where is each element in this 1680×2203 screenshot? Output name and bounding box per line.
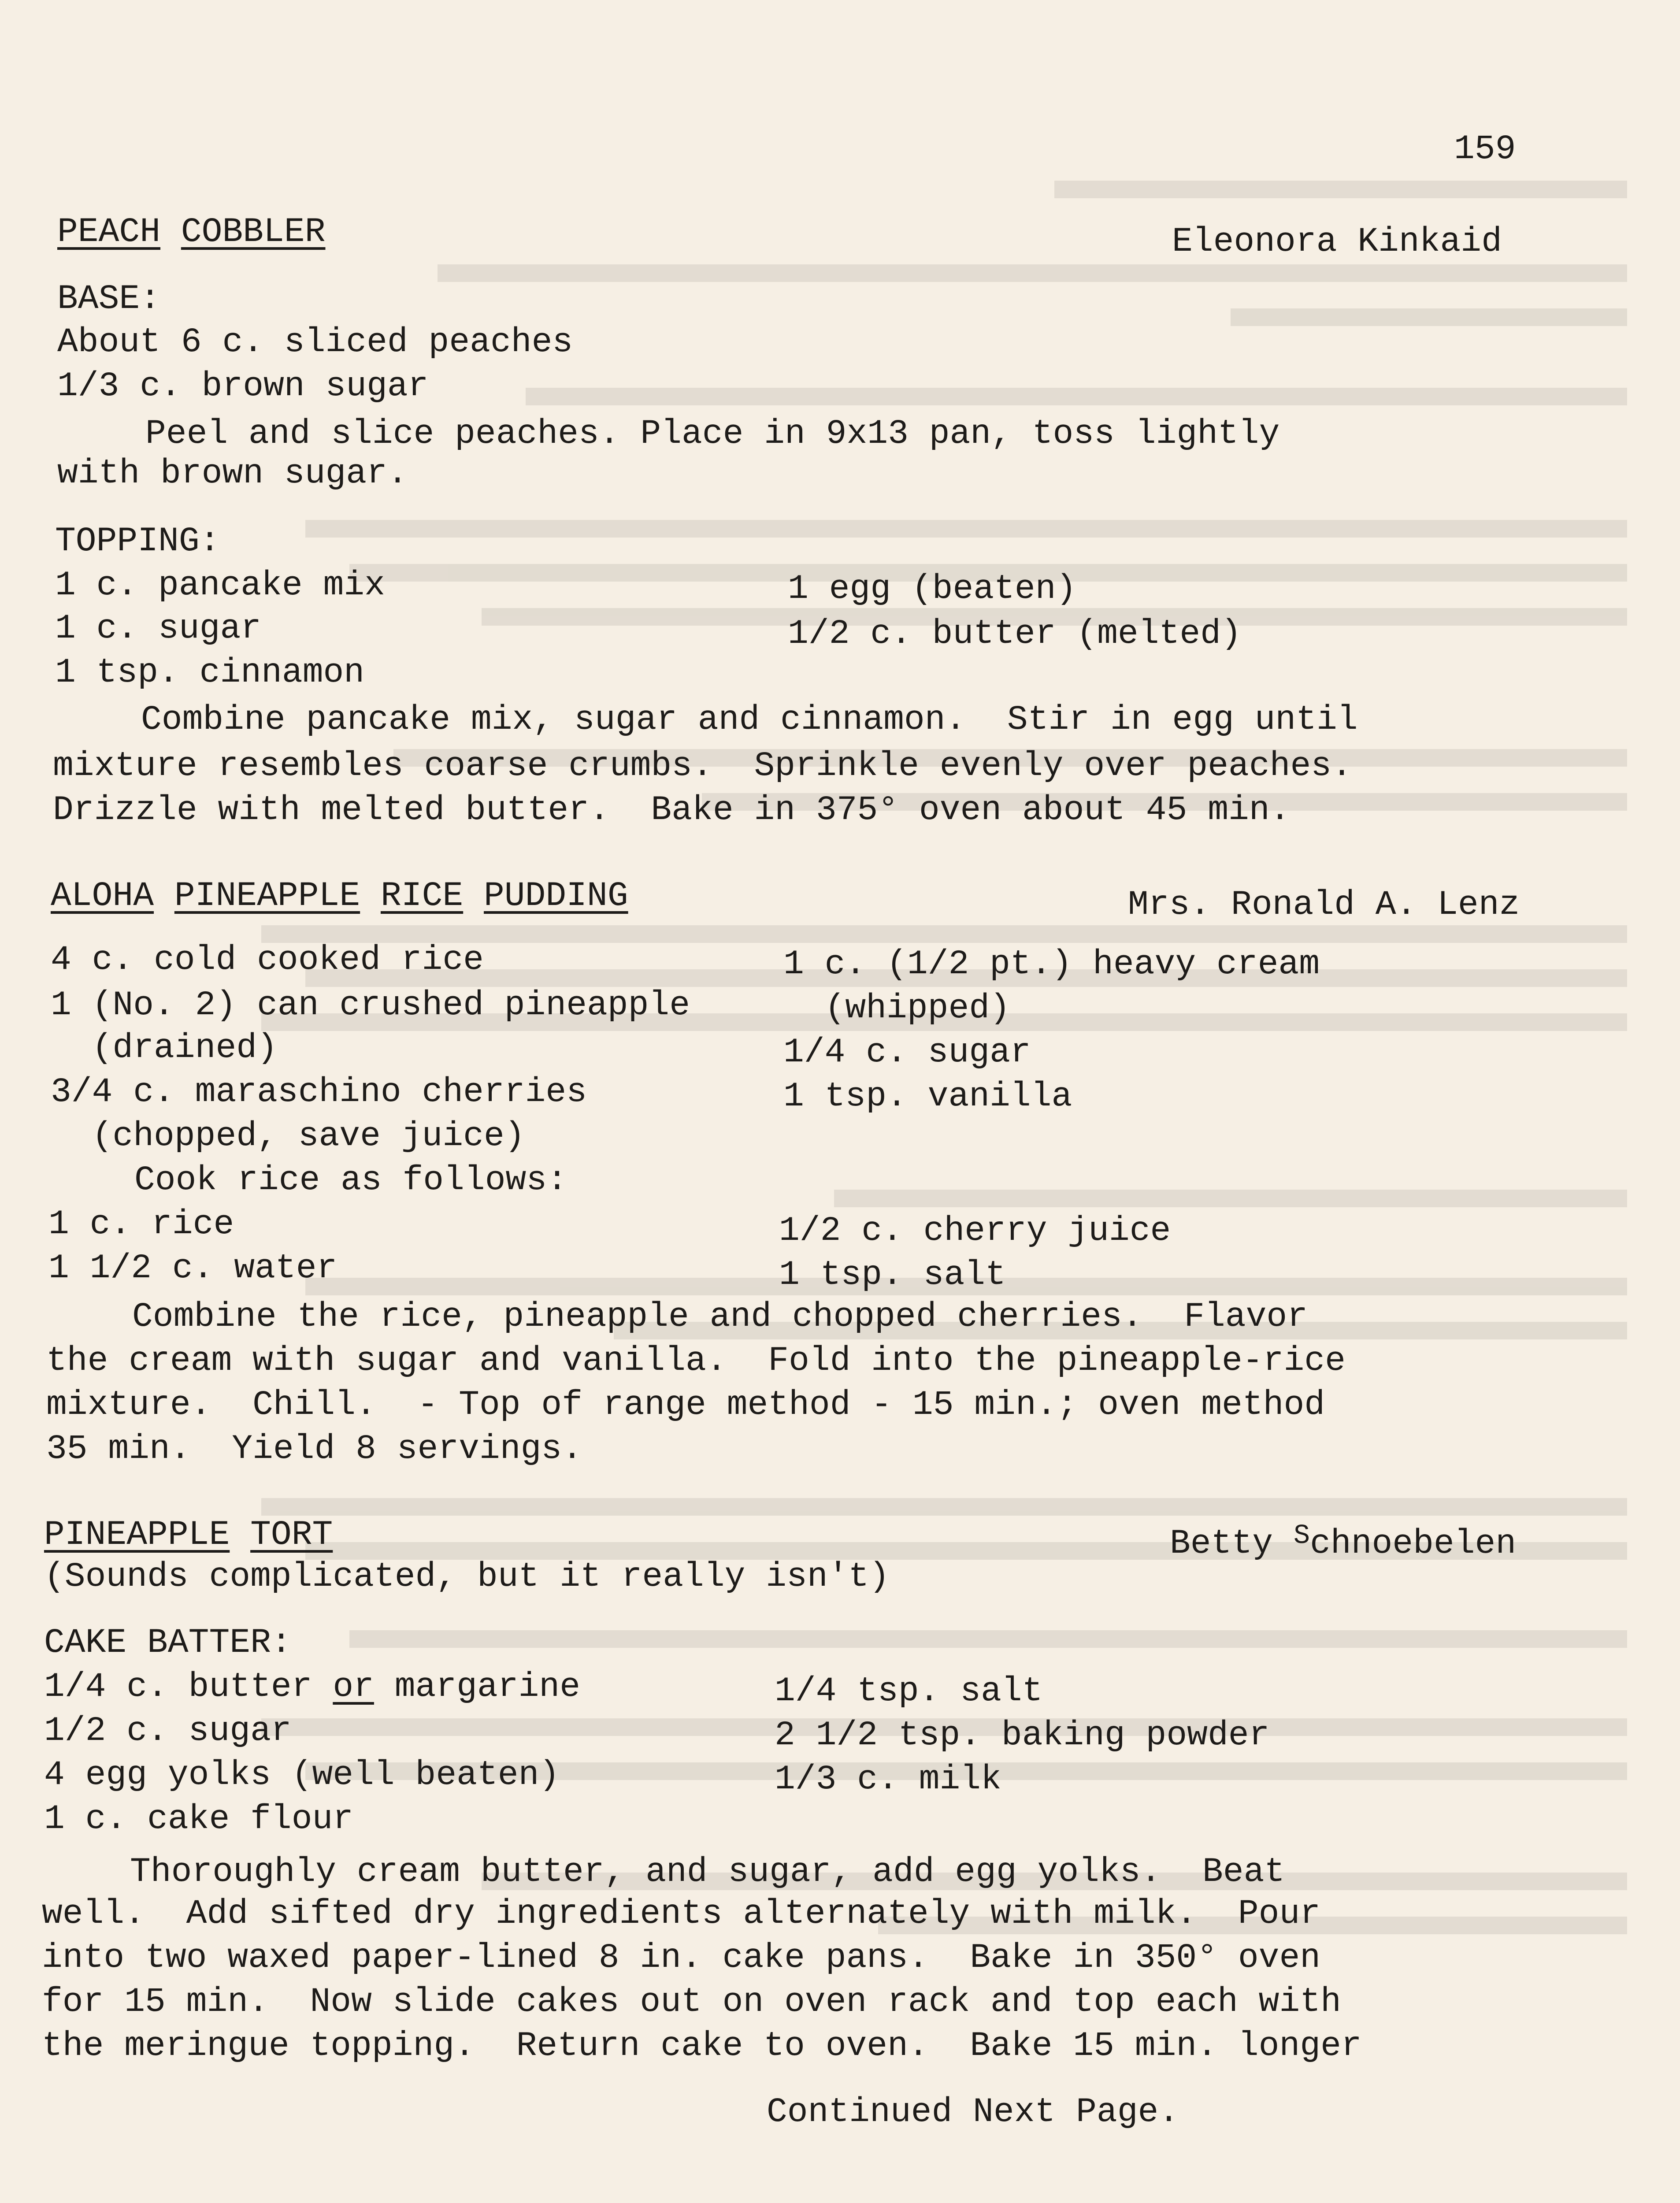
ingredient: 1 c. cake flour [44, 1800, 354, 1839]
page-number: 159 [1454, 130, 1516, 169]
direction-line: mixture resembles coarse crumbs. Sprinkle evenly over peaches. [53, 747, 1352, 786]
ingredient: 1 tsp. cinnamon [55, 653, 365, 692]
ingredient: About 6 c. sliced peaches [57, 323, 573, 362]
direction-line: for 15 min. Now slide cakes out on oven rack and top each with [42, 1983, 1341, 2021]
ingredient: 1 c. pancake mix [55, 566, 385, 605]
direction-line: with brown sugar. [57, 454, 408, 493]
title-word: PINEAPPLE [174, 877, 360, 916]
ingredient: 3/4 c. maraschino cherries [51, 1073, 587, 1112]
ingredient: 4 egg yolks (well beaten) [44, 1756, 560, 1795]
direction-line: Combine the rice, pineapple and chopped cherries. Flavor [132, 1298, 1308, 1336]
direction-line: into two waxed paper-lined 8 in. cake pans. Bake in 350° oven [42, 1939, 1321, 1977]
direction-line: the meringue topping. Return cake to oven. Bake 15 min. longer [42, 2027, 1362, 2066]
continued-footer: Continued Next Page. [767, 2093, 1179, 2132]
recipe-title [44, 1518, 333, 1552]
direction-line: Drizzle with melted butter. Bake in 375° oven about 45 min. [53, 791, 1291, 830]
ingredient: 1/4 tsp. salt [775, 1672, 1043, 1711]
recipe-title [57, 213, 326, 252]
direction-line: 35 min. Yield 8 servings. [46, 1430, 582, 1469]
ingredient: (drained) [51, 1029, 278, 1068]
ingredient: 1 egg (beaten) [788, 570, 1077, 608]
title-word: ALOHA [51, 877, 154, 916]
direction-line: Thoroughly cream butter, and sugar, add egg yolks. Beat [130, 1853, 1285, 1891]
ingredient: 1/4 c. sugar [783, 1033, 1031, 1072]
recipe-author: Mrs. Ronald A. Lenz [1128, 886, 1520, 924]
cook-note: Cook rice as follows: [134, 1161, 567, 1200]
title-word: PINEAPPLE [44, 1516, 230, 1554]
direction-line: mixture. Chill. - Top of range method - 15 min.; oven method [46, 1386, 1325, 1424]
section-label: CAKE BATTER: [44, 1624, 292, 1662]
ingredient: 1 tsp. salt [779, 1256, 1006, 1294]
ingredient: (chopped, save juice) [51, 1117, 525, 1156]
ingredient: 1/2 c. butter (melted) [788, 615, 1242, 653]
ingredient: (whipped) [783, 989, 1010, 1028]
ingredient: 1 (No. 2) can crushed pineapple [51, 986, 690, 1025]
title-word: TORT [250, 1516, 333, 1554]
ingredient: 1/2 c. cherry juice [779, 1212, 1171, 1250]
section-label: TOPPING: [55, 522, 220, 561]
direction-line: Peel and slice peaches. Place in 9x13 pan, toss lightly [145, 415, 1280, 453]
ingredient: 2 1/2 tsp. baking powder [775, 1716, 1270, 1755]
ingredient: 1 tsp. vanilla [783, 1077, 1072, 1116]
title-word: PUDDING [484, 877, 628, 916]
ingredient: 1/3 c. milk [775, 1760, 1001, 1799]
ingredient: 1/4 c. butter or margarine [44, 1668, 581, 1706]
section-label: BASE: [57, 280, 161, 319]
ingredient: 1 c. sugar [55, 609, 262, 648]
direction-line: well. Add sifted dry ingredients alternately with milk. Pour [42, 1895, 1321, 1933]
recipe-author: Eleonora Kinkaid [1172, 223, 1502, 261]
ingredient: 1/2 c. sugar [44, 1712, 292, 1751]
ingredient: 1 c. (1/2 pt.) heavy cream [783, 945, 1320, 984]
ingredient: 1 c. rice [48, 1205, 234, 1244]
title-word: RICE [380, 877, 464, 916]
ingredient: 1 1/2 c. water [48, 1249, 337, 1288]
direction-line: the cream with sugar and vanilla. Fold into the pineapple-rice [46, 1342, 1346, 1380]
title-word: PEACH [57, 213, 161, 252]
title-word: COBBLER [181, 213, 326, 252]
recipe-subtitle: (Sounds complicated, but it really isn't) [44, 1558, 890, 1596]
recipe-author: Betty $^S$chnoebelen [1170, 1520, 1517, 1563]
ingredient: 1/3 c. brown sugar [57, 367, 429, 406]
ingredient: 4 c. cold cooked rice [51, 941, 484, 979]
direction-line: Combine pancake mix, sugar and cinnamon. Stir in egg until [141, 701, 1358, 739]
recipe-title [51, 877, 628, 916]
